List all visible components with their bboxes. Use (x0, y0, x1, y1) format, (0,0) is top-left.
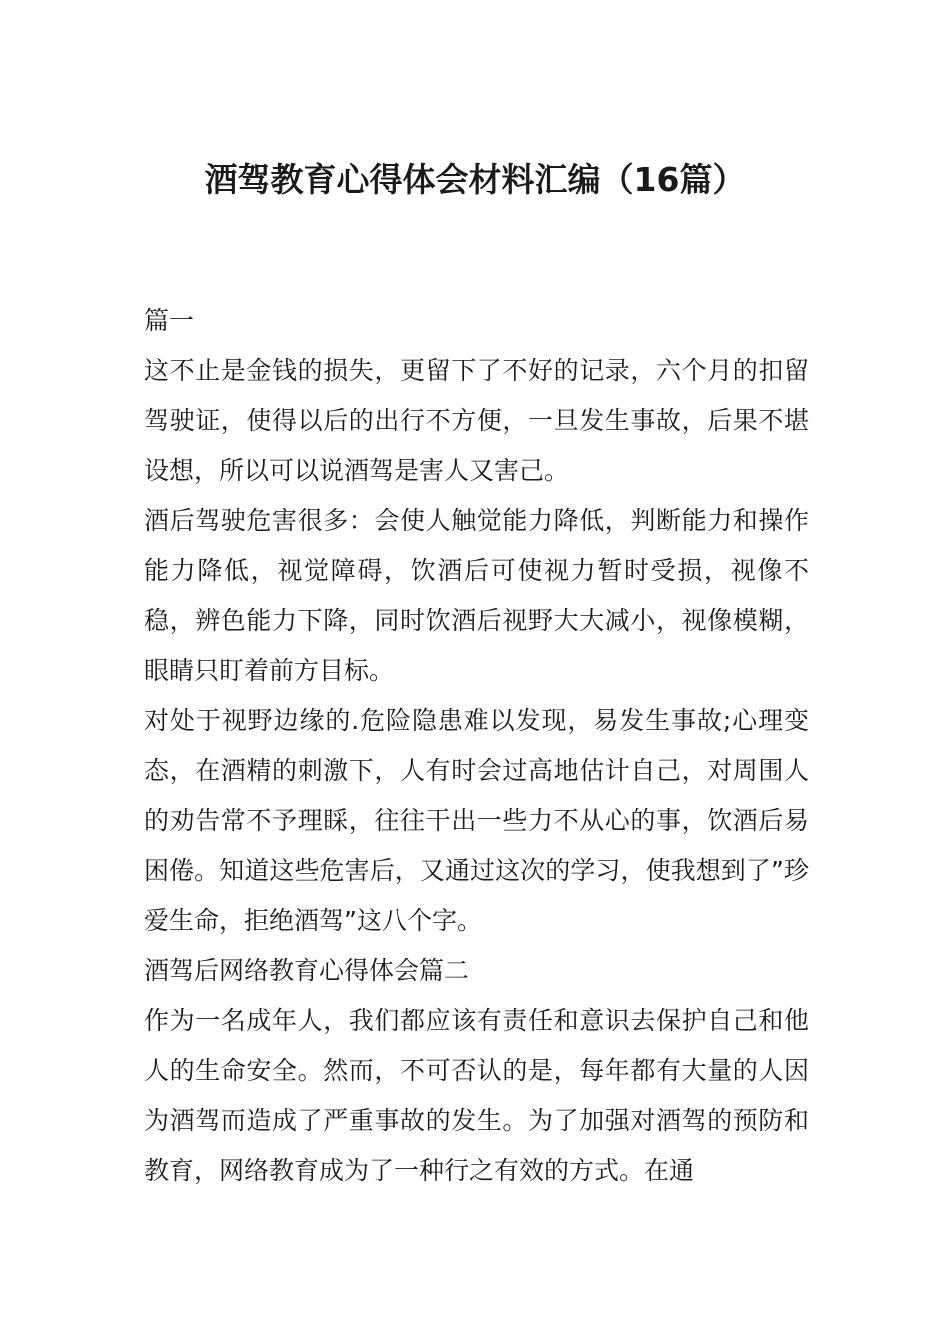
paragraph: 酒后驾驶危害很多：会使人触觉能力降低，判断能力和操作能力降低，视觉障碍，饮酒后可使视力暂时受损，视像不稳，辨色能力下降，同时饮酒后视野大大减小，视像模糊，眼睛只盯着前方目标。 (144, 506, 809, 685)
paragraph: 作为一名成年人，我们都应该有责任和意识去保护自己和他人的生命安全。然而，不可否认的是，每年都有大量的人因为酒驾而造成了严重事故的发生。为了加强对酒驾的预防和教育，网络教育成为了一种行之有效的方式。在通 (144, 1006, 809, 1185)
section-heading: 篇一 (144, 306, 195, 335)
section-heading: 酒驾后网络教育心得体会篇二 (144, 956, 470, 985)
paragraph: 对处于视野边缘的.危险隐患难以发现，易发生事故;心理变态，在酒精的刺激下，人有时会过高地估计自己，对周围人的劝告常不予理睬，往往干出一些力不从心的事，饮酒后易困倦。知道这些危害后，又通过这次的学习，使我想到了”珍爱生命，拒绝酒驾”这八个字。 (144, 706, 809, 935)
document-title: 酒驾教育心得体会材料汇编（16篇） (204, 160, 746, 199)
document-body (144, 296, 809, 1196)
paragraph: 这不止是金钱的损失，更留下了不好的记录，六个月的扣留驾驶证，使得以后的出行不方便，一旦发生事故，后果不堪设想，所以可以说酒驾是害人又害己。 (144, 356, 809, 485)
